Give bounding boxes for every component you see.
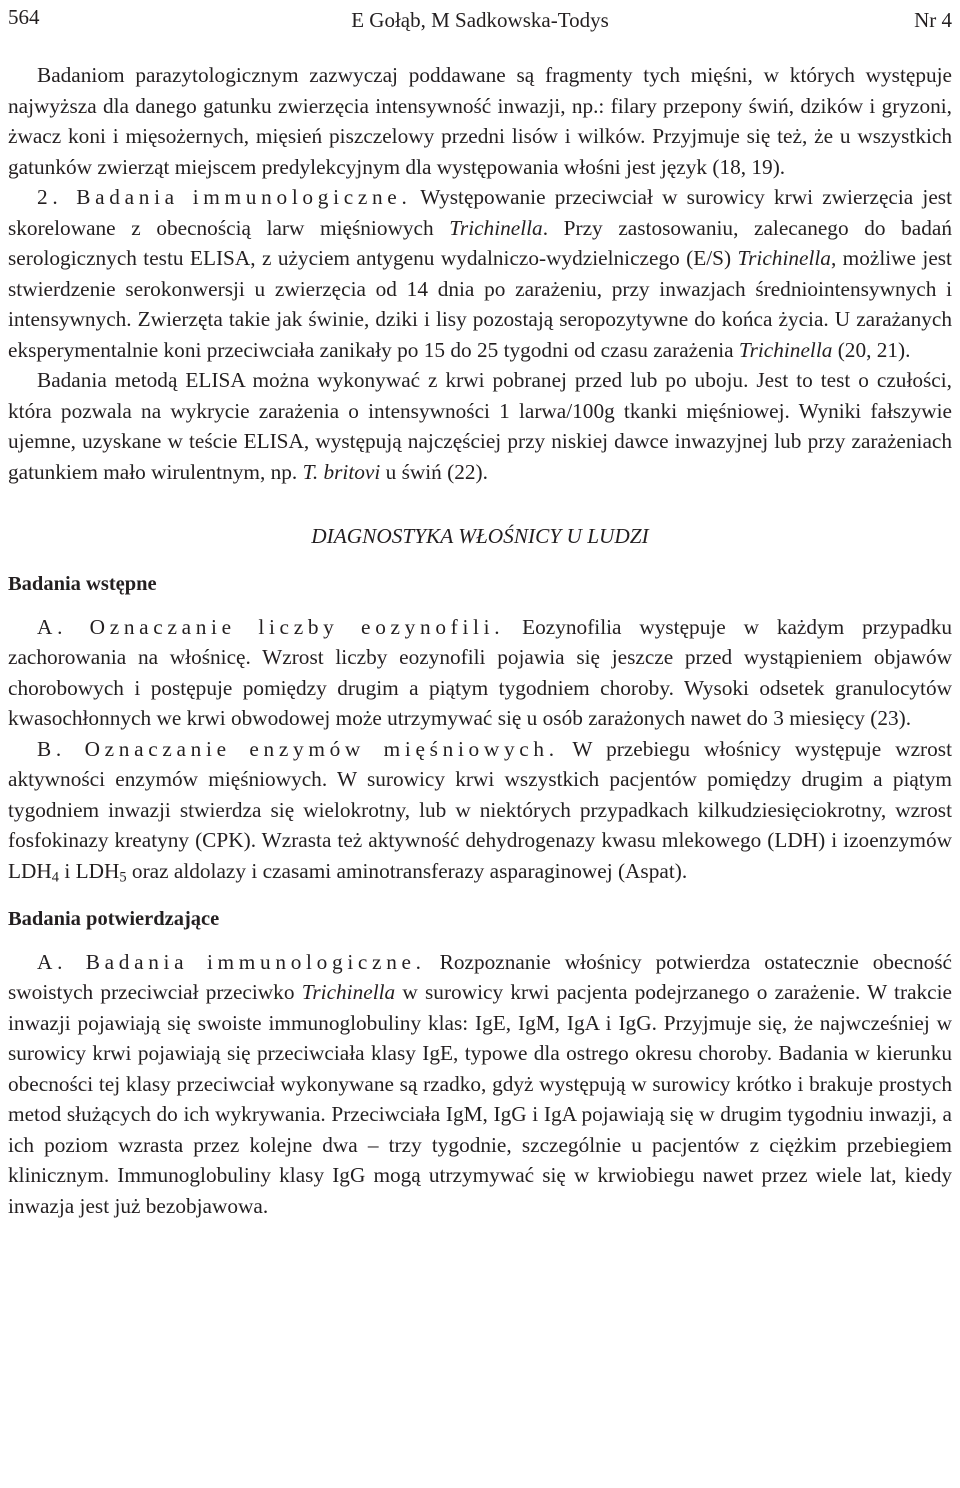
paragraph: A. Oznaczanie liczby eozynofili. Eozynofilia występuje w każdym przypadku zachorowania na włośnicę. Wzrost liczby eozynofili pojawia się jeszcze przed wystąpieniem objawów chorobowych i postępuje pomiędzy drugim a piątym tygodniem choroby. Wysoki odsetek granulocytów kwasochłonnych we krwi obwodowej może utrzymywać się u osób zarażonych nawet do 3 miesięcy (23).: [8, 614, 953, 730]
subsection-heading: Badania wstępne: [8, 573, 157, 595]
section-title: DIAGNOSTYKA WŁOŚNICY U LUDZI: [311, 524, 649, 548]
species-name: T. britovi: [302, 459, 381, 484]
species-name: Trichinella: [738, 337, 833, 362]
subsection-heading: Badania potwierdzające: [8, 908, 220, 930]
species-name: Trichinella: [449, 215, 543, 240]
paragraph: Badania metodą ELISA można wykonywać z krwi pobranej przed lub po uboju. Jest to test o czułości, która pozwala na wykrycie zarażenia o intensywności 1 larwa/100g tkanki mięśniowej. Wyniki fałszywie ujemne, uzyskane w teście ELISA, występują najczęściej przy niskiej dawce inwazyjnej lub przy zarażeniach gatunkiem mało wirulentnym, np. T. britovi u świń (22).: [8, 368, 952, 484]
run-in-heading: 2. Badania immunologiczne.: [37, 185, 412, 209]
paragraph: Badaniom parazytologicznym zazwyczaj poddawane są fragmenty tych mięśni, w których występuje najwyższa dla danego gatunku zwierzęcia intensywność inwazji, np.: filary przepony świń, dzików i gryzoni, żwacz koni i mięsożernych, mięsień piszczelowy przedni lisów i wilków. Przyjmuje się też, że u wszystkich gatunków zwierząt miejscem predylekcyjnym dla występowania włośni jest język (18, 19).: [8, 63, 952, 179]
run-in-heading: A. Badania immunologiczne.: [37, 949, 426, 974]
paragraph: A. Badania immunologiczne. Rozpoznanie włośnicy potwierdza ostatecznie obecność swoistych przeciwciał przeciwko Trichinella w surowicy krwi pacjenta podejrzanego o zarażenie. W trakcie inwazji pojawiają się swoiste immunoglobuliny klas: IgE, IgM, IgA i IgG. Przyjmuje się, że najwcześniej w surowicy krwi pojawiają się przeciwciała klasy IgE, typowe dla ostrego okresu choroby. Badania w kierunku obecności tej klasy przeciwciał wykonywane są rzadko, gdyż występują w surowicy krótko i brakuje prostych metod służących do ich wykrywania. Przeciwciała IgM, IgG i IgA pojawiają się w drugim tygodniu inwazji, a ich poziom wzrasta przez kolejne dwa – trzy tygodnie, szczególnie u pacjentów z ciężkim przebiegiem klinicznym. Immunoglobuliny klasy IgG mogą utrzymywać się w krwiobiegu nawet przez wiele lat, kiedy inwazja jest już bezobjawowa.: [8, 949, 952, 1218]
running-header: [8, 2, 952, 32]
article-body: [8, 60, 952, 1221]
page-number: 564: [8, 5, 40, 29]
paragraph: B. Oznaczanie enzymów mięśniowych. W przebiegu włośnicy występuje wzrost aktywności enzymów mięśniowych. W surowicy krwi wszystkich pacjentów pomiędzy drugim a piątym tygodniem inwazji stwierdza się wielokrotny, lub w niektórych przypadkach kilkudziesięciokrotny, wzrost fosfokinazy kreatyny (CPK). Wzrasta też aktywność dehydrogenazy kwasu mlekowego (LDH) i izoenzymów $LDH_4$ i $LDH_5$ oraz aldolazy i czasami aminotransferazy asparaginowej (Aspat).: [8, 736, 952, 886]
run-in-heading: A. Oznaczanie liczby eozynofili.: [37, 614, 505, 639]
run-in-heading: B. Oznaczanie enzymów mięśniowych.: [37, 736, 559, 761]
running-authors: E Gołąb, M Sadkowska-Todys: [351, 8, 609, 32]
species-name: Trichinella: [301, 980, 396, 1004]
issue-number: Nr 4: [914, 8, 952, 32]
species-name: Trichinella: [737, 246, 831, 270]
paragraph: 2. Badania immunologiczne. Występowanie przeciwciał w surowicy krwi zwierzęcia jest skorelowane z obecnością larw mięśniowych Trichinella. Przy zastosowaniu, zalecanego do badań serologicznych testu ELISA, z użyciem antygenu wydalniczo-wydzielniczego (E/S) Trichinella, możliwe jest stwierdzenie serokonwersji u zwierzęcia od 14 dnia po zarażeniu, przy inwazjach średniointensywnych i intensywnych. Zwierzęta takie jak świnie, dziki i lisy pozostają seropozytywne do końca życia. U zarażanych eksperymentalnie koni przeciwciała zanikały po 15 do 25 tygodni od czasu zarażenia Trichinella (20, 21).: [8, 185, 952, 362]
